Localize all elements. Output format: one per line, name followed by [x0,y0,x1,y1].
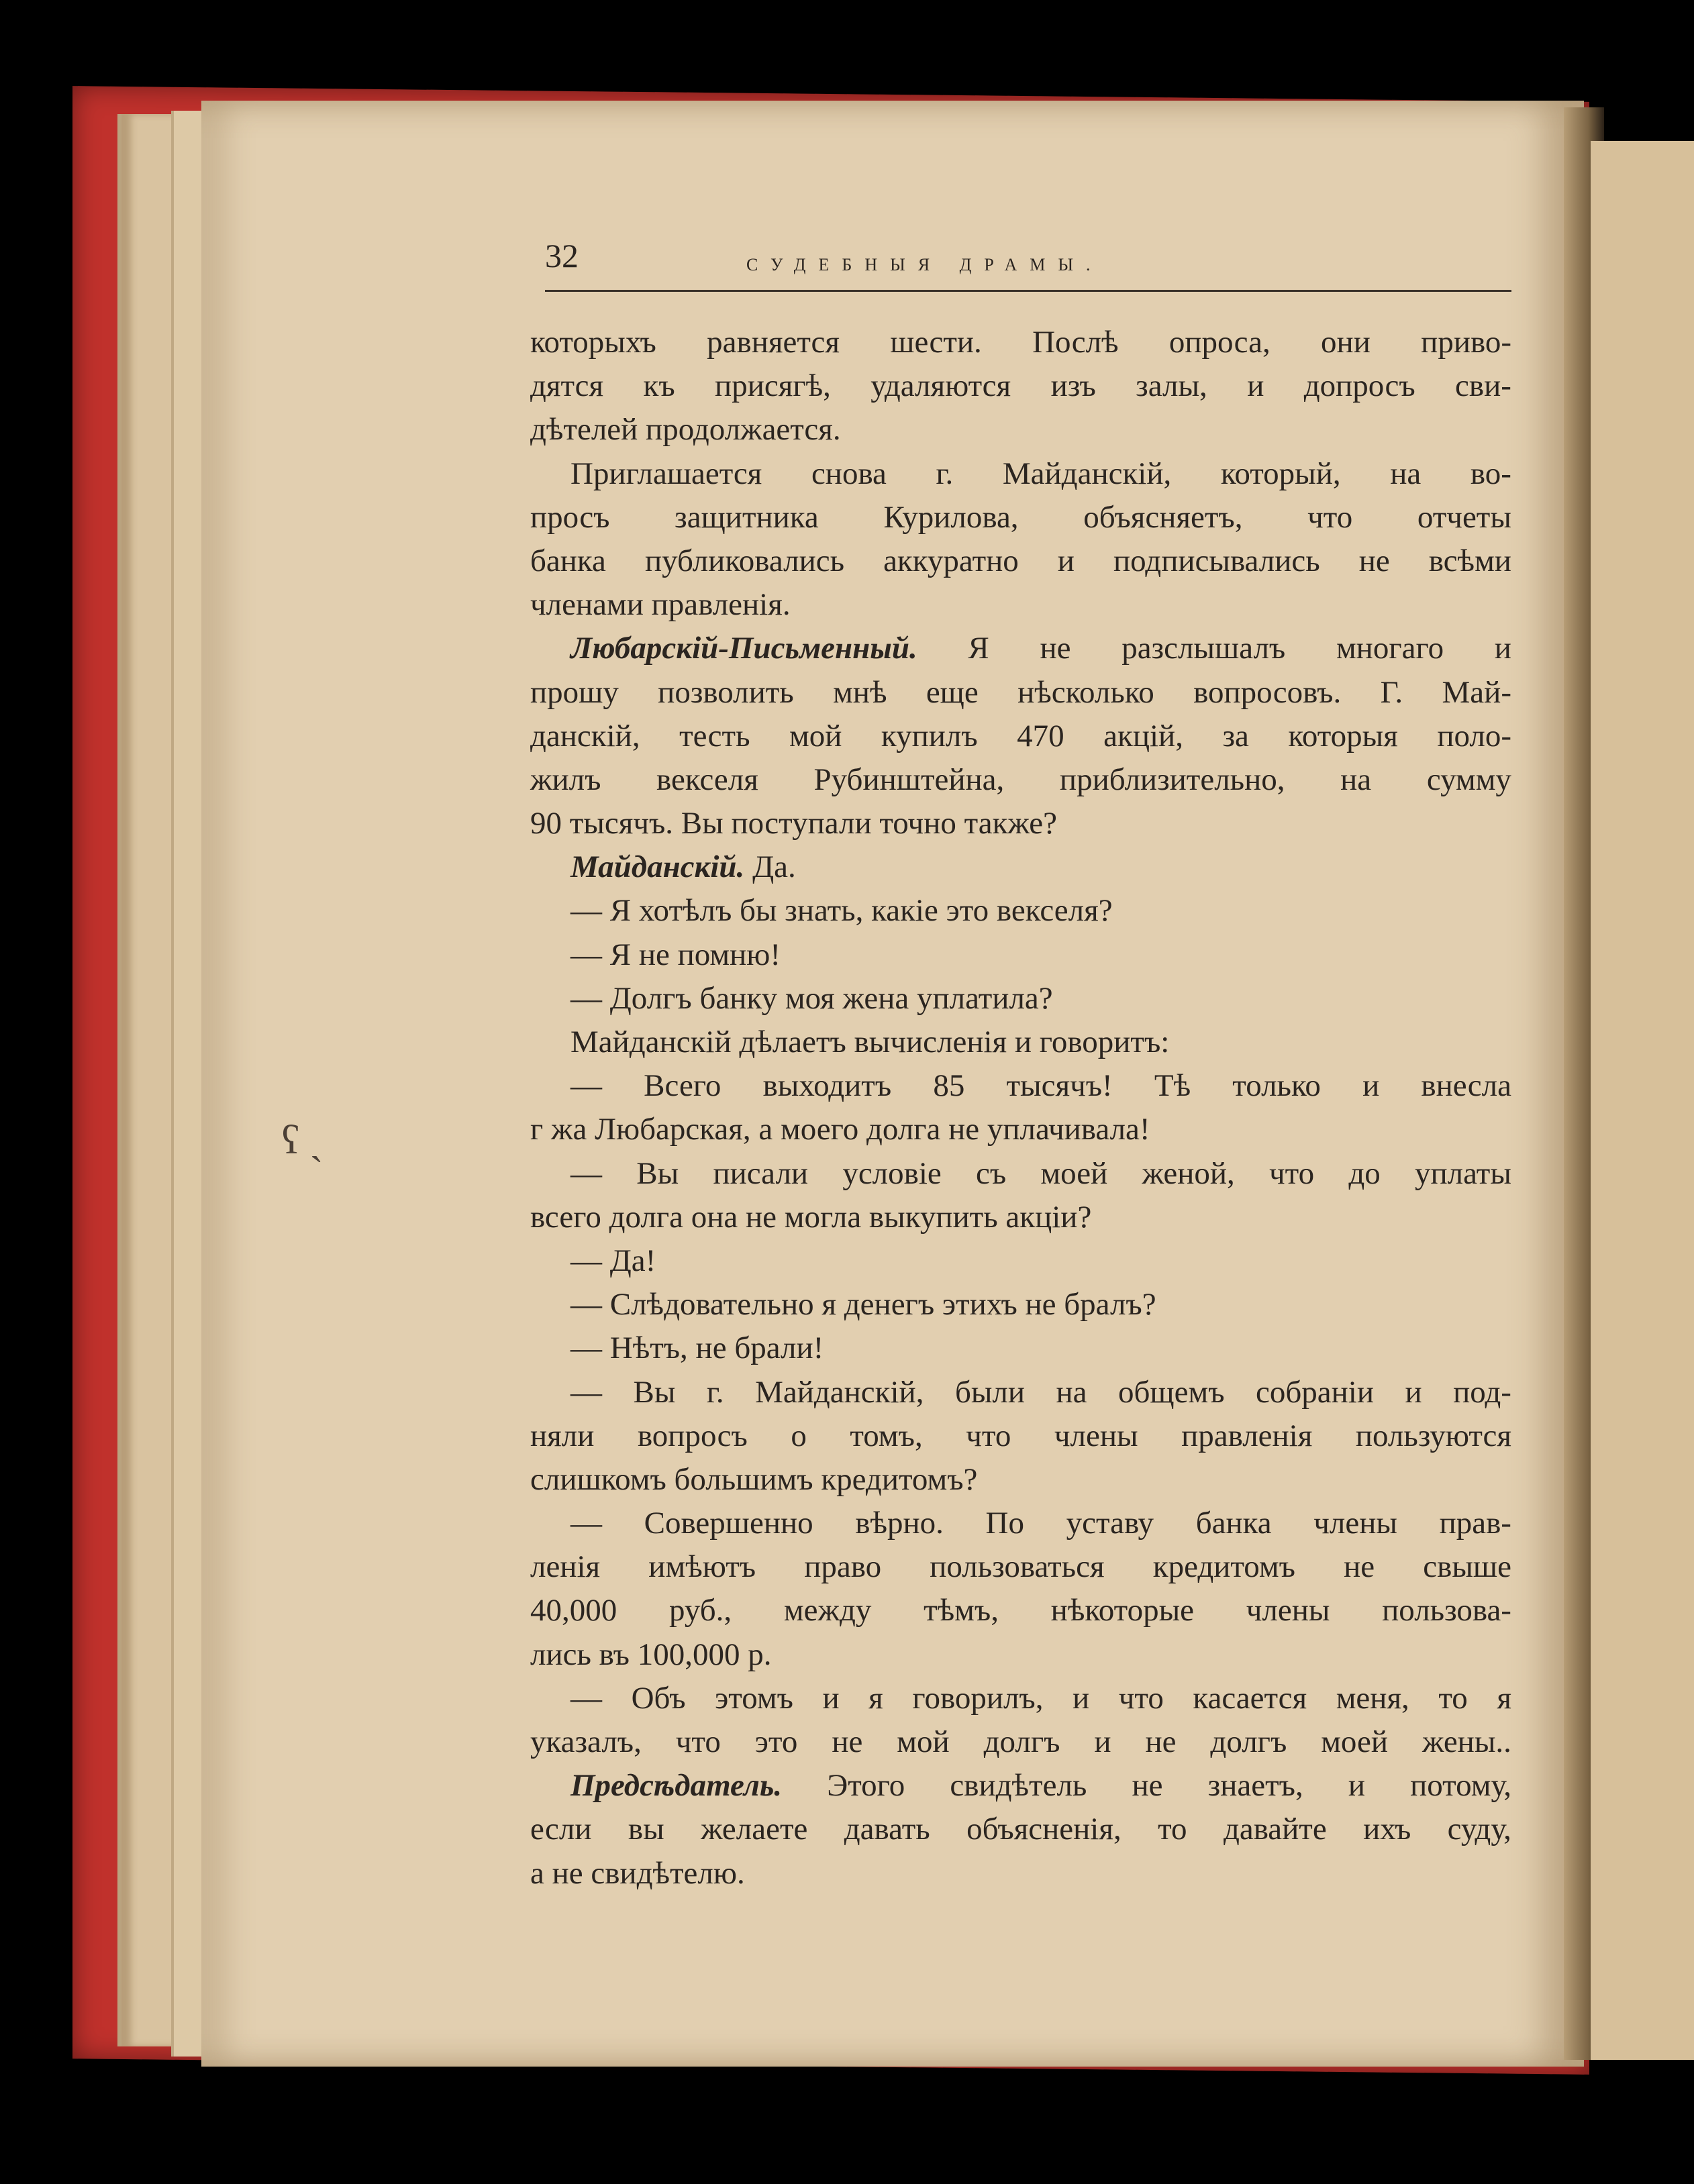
text-line [530,1677,1511,1720]
text-segment: Да. [744,849,796,885]
word: Я [968,631,989,666]
word: сумму [1426,762,1511,797]
word: приво- [1421,325,1511,360]
word: и [1094,1724,1111,1759]
word: аккуратно [883,543,1019,578]
word: свидѣтель [950,1768,1087,1804]
word: пользоваться [930,1549,1105,1585]
text-segment: г жа Любарская, а моего долга не уплачивала! [530,1112,1150,1147]
word: которыхъ [530,325,656,360]
word: и [1348,1768,1365,1804]
word: Майданскій, [755,1374,924,1410]
word: снова [811,456,887,491]
text-line [530,671,1511,715]
word: указалъ, [530,1724,642,1759]
word: члены [1054,1418,1138,1453]
word: данскій, [530,718,640,753]
word: на [1340,762,1372,797]
word: дятся [530,368,604,404]
word: просъ [530,499,610,535]
text-segment: слишкомъ большимъ кредитомъ? [530,1461,978,1497]
text-line [530,321,1511,364]
text-line [530,802,1511,845]
word: что [1118,1680,1164,1716]
word: Курилова, [883,499,1019,535]
word: позволить [658,674,794,710]
text-segment: — Долгъ банку моя жена уплатила? [570,980,1053,1016]
word: под- [1453,1374,1511,1410]
word: и [1247,368,1264,404]
text-line [530,408,1511,452]
word: писали [713,1155,809,1191]
word: не [1145,1724,1177,1759]
word: разслышалъ [1122,631,1286,666]
text-line [530,1545,1511,1589]
text-line [530,1764,1511,1808]
word: внесла [1421,1068,1511,1104]
word: ленія [530,1549,601,1585]
word: то [1158,1812,1187,1847]
word: до [1348,1155,1381,1191]
text-line [530,1589,1511,1632]
word: прав- [1439,1506,1511,1541]
word: тѣмъ, [924,1593,999,1628]
word: нѣкоторые [1050,1593,1195,1628]
word: члены [1246,1593,1330,1628]
word: это [754,1724,798,1759]
word: что [966,1418,1011,1453]
word: за [1222,718,1249,753]
text-line [530,496,1511,539]
text-segment: Майданскій дѣлаетъ вычисленія и говоритъ: [570,1025,1170,1059]
word: Послѣ [1032,325,1119,360]
word: защитника [675,499,819,535]
text-segment: членами правленія. [530,587,791,623]
text-line [530,758,1511,802]
text-line [530,1371,1511,1414]
word: который, [1220,456,1341,491]
word: Вы [633,1374,676,1410]
text-segment: — Нѣтъ, не брали! [570,1331,824,1366]
word: акцій, [1103,718,1183,753]
word: жены.. [1422,1724,1511,1759]
word: во- [1470,456,1511,491]
word: шести. [890,325,982,360]
margin-mark: ʕ ˎ [282,1118,323,1162]
word: что [675,1724,721,1759]
word: векселя [656,762,758,797]
word: и [1494,631,1511,666]
word: 85 [933,1068,965,1104]
word: суду, [1447,1812,1511,1847]
text-line [530,933,1511,977]
word: что [1307,499,1353,535]
word: подписывались [1113,543,1320,578]
text-segment: — Да! [570,1243,656,1278]
word: на [1390,456,1422,491]
text-line [530,1239,1511,1283]
text-line [530,1064,1511,1108]
word: сви- [1455,368,1511,404]
word: что [1269,1155,1315,1191]
word: не [1344,1549,1375,1585]
word: Рубинштейна, [813,762,1005,797]
word: — [570,1680,602,1716]
text-line [530,1808,1511,1851]
word: пользова- [1382,1593,1511,1628]
word: многаго [1336,631,1444,666]
text-line [530,1021,1511,1064]
word: я [868,1680,883,1716]
word: кредитомъ [1152,1549,1295,1585]
word: банка [1195,1506,1272,1541]
word: говорилъ, [912,1680,1044,1716]
word: няли [530,1418,595,1453]
word: если [530,1812,592,1847]
text-line [530,627,1511,670]
text-line [530,1852,1511,1895]
word: мой [897,1724,950,1759]
text-line [530,452,1511,496]
text-segment: 90 тысячъ. Вы поступали точно также? [530,806,1057,841]
word: съ [976,1155,1007,1191]
word: касается [1193,1680,1307,1716]
word: уставу [1066,1506,1154,1541]
word: залы, [1136,368,1207,404]
facing-page-edge [1591,141,1694,2060]
word: Г. [1380,674,1403,710]
word: меня, [1336,1680,1409,1716]
speaker-name: Майданскій. [570,849,745,885]
text-segment: лись въ 100,000 р. [530,1636,772,1672]
text-line [530,845,1511,889]
text-line [530,715,1511,758]
word: 470 [1017,718,1064,753]
word: опроса, [1168,325,1270,360]
word: условіе [842,1155,942,1191]
word: Этого [827,1768,905,1804]
word: общемъ [1118,1374,1225,1410]
word: объясняетъ, [1083,499,1243,535]
text-line [530,583,1511,627]
word: только [1232,1068,1321,1104]
text-line [530,1196,1511,1239]
word: допросъ [1303,368,1415,404]
text-line [530,1108,1511,1151]
word: — [570,1068,602,1104]
word: всѣми [1428,543,1511,578]
text-line [530,1327,1511,1370]
text-line [530,889,1511,933]
word: томъ, [850,1418,923,1453]
word: они [1321,325,1371,360]
word: свыше [1423,1549,1511,1585]
word: купилъ [881,718,978,753]
word: пользуются [1355,1418,1511,1453]
word: выходитъ [762,1068,892,1104]
word: присягѣ, [715,368,831,404]
word: удаляются [870,368,1011,404]
word: вопросовъ. [1193,674,1342,710]
word: ихъ [1363,1812,1411,1847]
text-segment: дѣтелей продолжается. [530,412,841,448]
word: давать [844,1812,930,1847]
word: моей [1321,1724,1389,1759]
word: и [1073,1680,1090,1716]
word: о [791,1418,807,1453]
word: желаете [701,1812,808,1847]
text-line [530,977,1511,1021]
word: на [1056,1374,1087,1410]
word: и [1362,1068,1380,1104]
word: не [1132,1768,1163,1804]
word: то [1438,1680,1468,1716]
word: не [832,1724,863,1759]
text-line [530,1414,1511,1458]
text-line [530,1633,1511,1677]
word: г. [936,456,954,491]
word: и [1405,1374,1422,1410]
word: Объ [631,1680,686,1716]
word: банка [530,543,606,578]
word: приблизительно, [1059,762,1285,797]
word: которыя [1288,718,1398,753]
word: Вы [636,1155,679,1191]
word: публиковались [644,543,845,578]
word: между [783,1593,872,1628]
word: прошу [530,674,619,710]
text-line [530,1502,1511,1545]
word: — [570,1155,602,1191]
word: я [1497,1680,1511,1716]
header-rule [545,290,1511,292]
word: Совершенно [644,1506,813,1541]
word: объясненія, [966,1812,1122,1847]
word: моей [1040,1155,1108,1191]
word: нѣсколько [1017,674,1154,710]
word: изъ [1050,368,1096,404]
word: Майданскій, [1002,456,1172,491]
word: вѣрно. [855,1506,944,1541]
text-line [530,1720,1511,1764]
word: тысячъ! [1006,1068,1113,1104]
word: мой [789,718,842,753]
text-segment: — Я хотѣлъ бы знать, какіе это векселя? [570,893,1113,929]
text-segment: а не свидѣтелю. [530,1855,745,1891]
word: уплаты [1415,1155,1511,1191]
word: давайте [1223,1812,1327,1847]
text-line [530,1152,1511,1196]
word: правленія [1181,1418,1313,1453]
word: знаетъ, [1207,1768,1303,1804]
word: были [954,1374,1026,1410]
word: — [570,1506,602,1541]
word: долгъ [983,1724,1060,1759]
page-header [545,236,1511,283]
word: 40,000 [530,1593,617,1628]
word: жилъ [530,762,601,797]
word: По [985,1506,1024,1541]
word: право [804,1549,882,1585]
word: не [1040,631,1071,666]
running-title: СУДЕБНЫЯ ДРАМЫ. [746,255,1103,274]
word: къ [643,368,675,404]
word: — [570,1374,602,1410]
word: собраніи [1255,1374,1374,1410]
word: и [822,1680,840,1716]
word: еще [926,674,979,710]
word: долгъ [1210,1724,1287,1759]
text-segment: — Слѣдовательно я денегъ этихъ не бралъ? [570,1287,1156,1322]
word: вы [628,1812,664,1847]
word: поло- [1437,718,1511,753]
word: вопросъ [637,1418,748,1453]
speaker-name: Предсѣдатель. [570,1768,783,1804]
word: мнѣ [833,674,887,710]
word: Май- [1442,674,1511,710]
word: не [1358,543,1390,578]
page-number: 32 [545,237,579,274]
text-segment: — Я не помню! [570,937,781,972]
word: тесть [679,718,750,753]
speaker-name: Любарскій-Письменный. [570,631,917,666]
text-segment: всего долга она не могла выкупить акціи? [530,1199,1092,1235]
word: равняется [707,325,840,360]
text-line [530,1283,1511,1327]
text-line [530,539,1511,583]
text-line [530,1458,1511,1502]
word: женой, [1142,1155,1235,1191]
word: Приглашается [570,456,762,491]
word: Тѣ [1154,1068,1191,1104]
word: и [1057,543,1075,578]
text-line [530,364,1511,408]
word: г. [706,1374,724,1410]
word: имѣютъ [648,1549,756,1585]
word: отчеты [1417,499,1511,535]
word: Всего [644,1068,721,1104]
word: члены [1313,1506,1397,1541]
word: руб., [668,1593,732,1628]
body-text [530,321,1511,1895]
word: потому, [1410,1768,1511,1804]
word: этомъ [715,1680,793,1716]
